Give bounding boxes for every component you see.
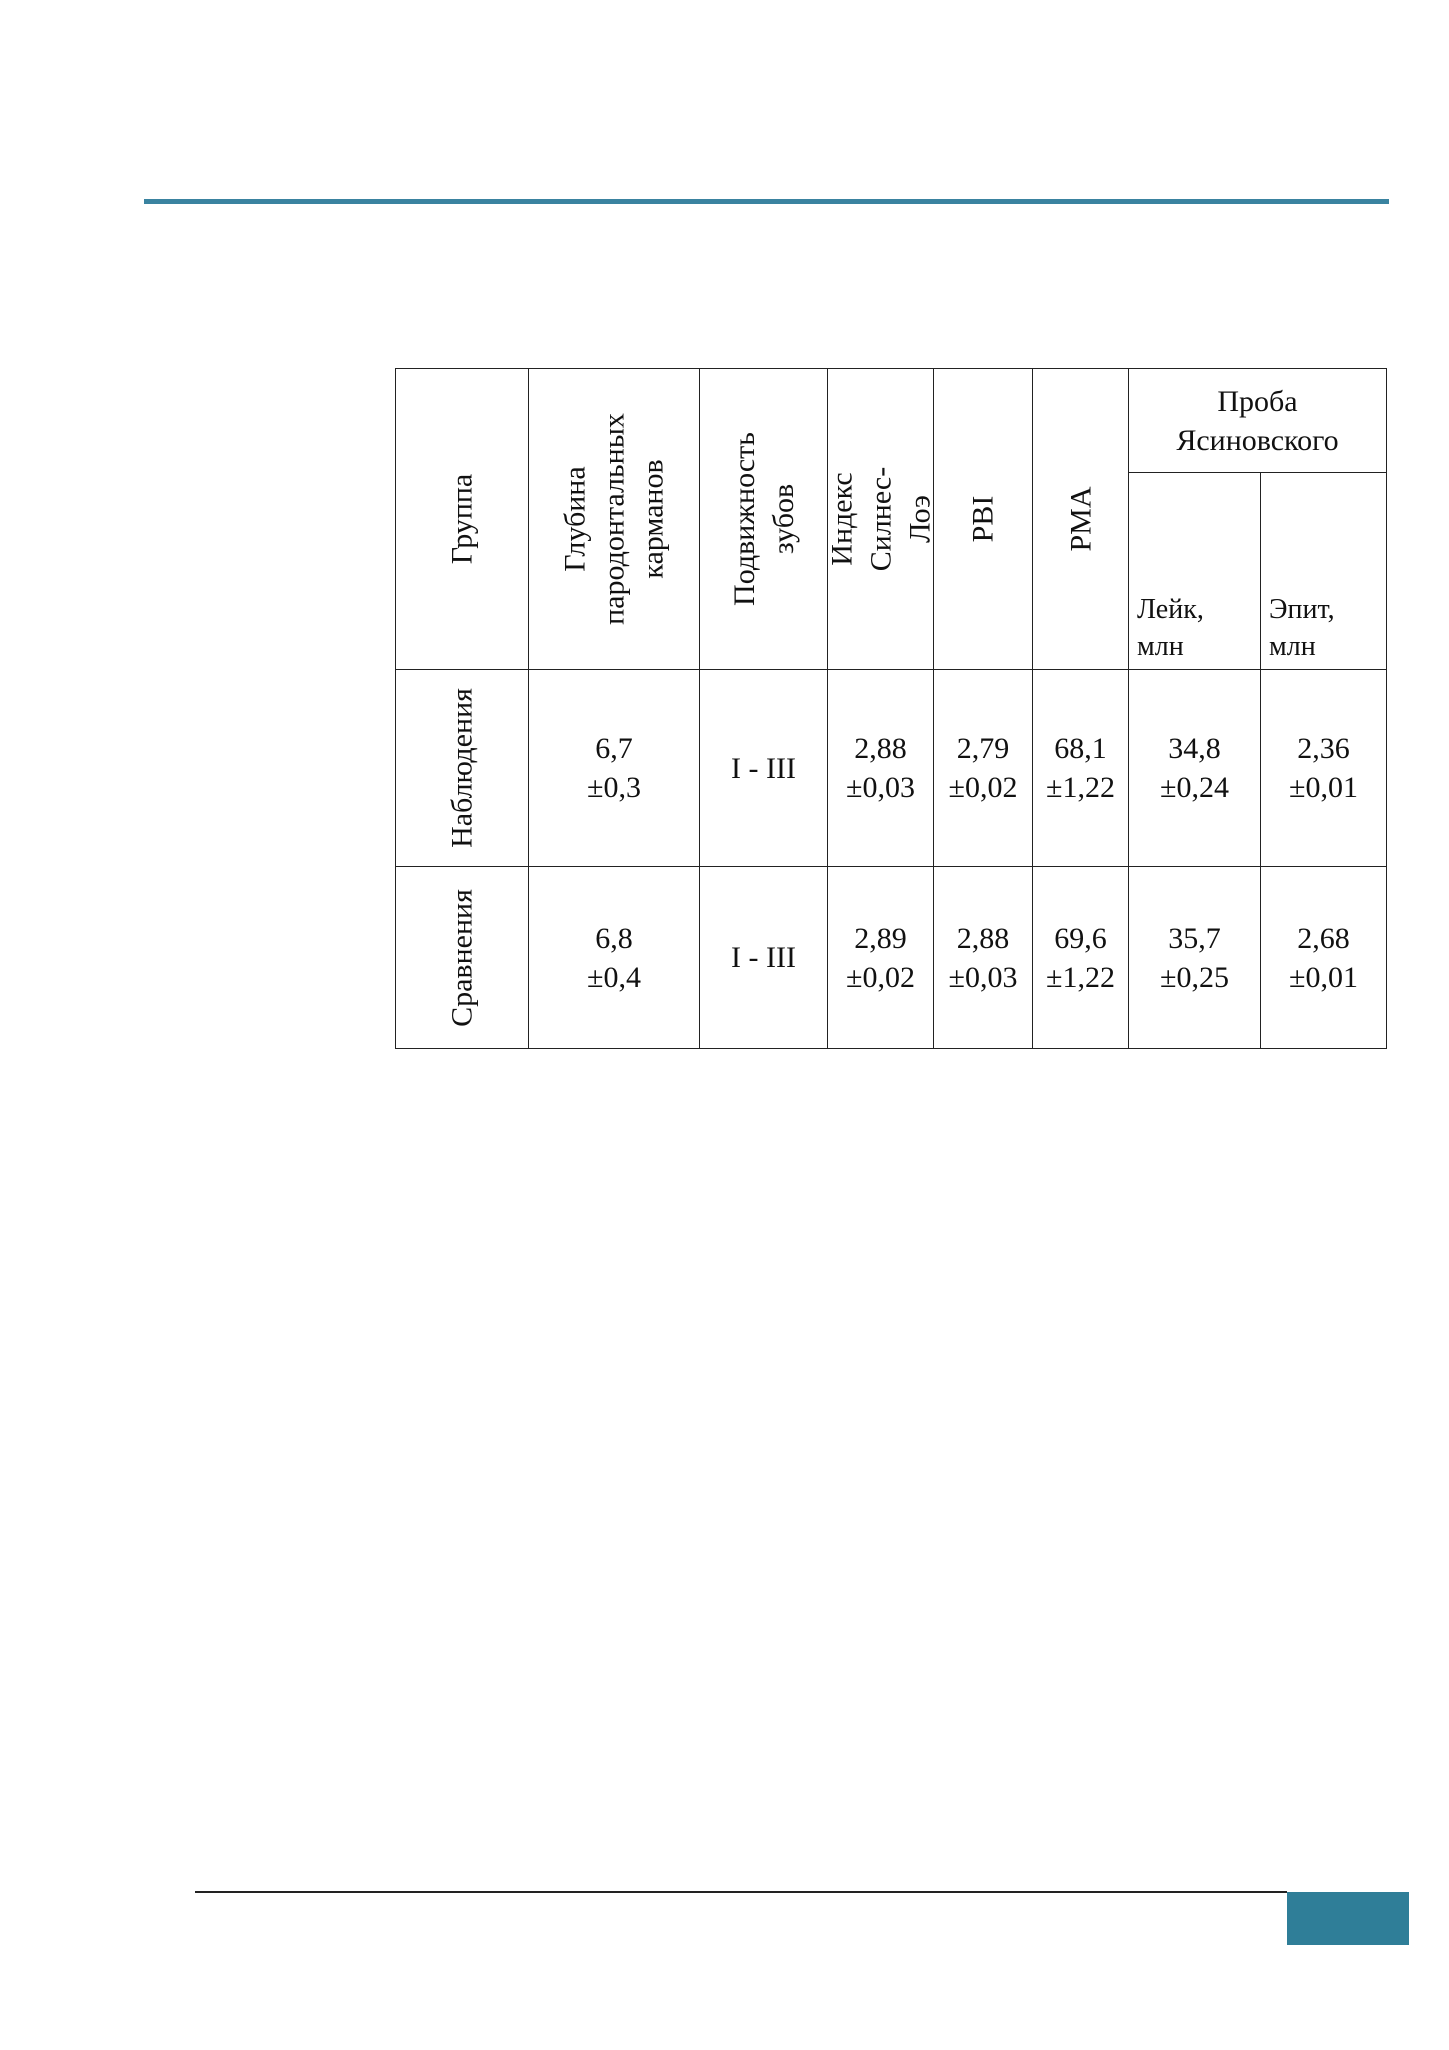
row-group-label: Сравнения: [445, 888, 479, 1027]
cell-depth: 6,7 ±0,3: [529, 670, 700, 867]
header-pma-label: PMA: [1064, 486, 1097, 552]
results-table: [395, 368, 1387, 1049]
header-mobility: [700, 369, 828, 670]
row-group-cell: [396, 867, 529, 1049]
header-silness-label: Индекс Силнес-Лоэ: [825, 466, 936, 572]
cell-leik: 34,8 ±0,24: [1129, 670, 1261, 867]
cell-mobility: I - III: [700, 670, 828, 867]
header-depth: [529, 369, 700, 670]
row-group-label: Наблюдения: [445, 688, 479, 848]
table-row: [396, 670, 1387, 867]
header-silness: [825, 369, 936, 670]
page-corner-tab: [1287, 1892, 1409, 1945]
footer-rule: [195, 1891, 1287, 1893]
cell-pma: 68,1 ±1,22: [1033, 670, 1129, 867]
cell-pbi: 2,88 ±0,03: [934, 867, 1033, 1049]
header-pbi: [934, 369, 1033, 670]
cell-epit: 2,68 ±0,01: [1261, 867, 1387, 1049]
header-leik: Лейк, млн: [1129, 473, 1261, 670]
row-group-cell: [396, 670, 529, 867]
cell-mobility: I - III: [700, 867, 828, 1049]
table-row: [396, 867, 1387, 1049]
cell-silness: 2,88 ±0,03: [828, 670, 934, 867]
header-epit: Эпит, млн: [1261, 473, 1387, 670]
header-pbi-label: PBI: [966, 495, 1000, 543]
cell-pbi: 2,79 ±0,02: [934, 670, 1033, 867]
cell-depth: 6,8 ±0,4: [529, 867, 700, 1049]
header-mobility-label: Подвижность зубов: [727, 432, 800, 606]
header-pma: [1033, 369, 1129, 670]
header-depth-label: Глубина пародонтальных карманов: [558, 413, 670, 625]
header-group: [396, 369, 529, 670]
cell-epit: 2,36 ±0,01: [1261, 670, 1387, 867]
header-group-label: Группа: [445, 473, 479, 565]
top-accent-rule: [144, 199, 1389, 204]
cell-leik: 35,7 ±0,25: [1129, 867, 1261, 1049]
cell-silness: 2,89 ±0,02: [828, 867, 934, 1049]
header-yasinovsky: Проба Ясиновского: [1129, 369, 1387, 473]
cell-pma: 69,6 ±1,22: [1033, 867, 1129, 1049]
